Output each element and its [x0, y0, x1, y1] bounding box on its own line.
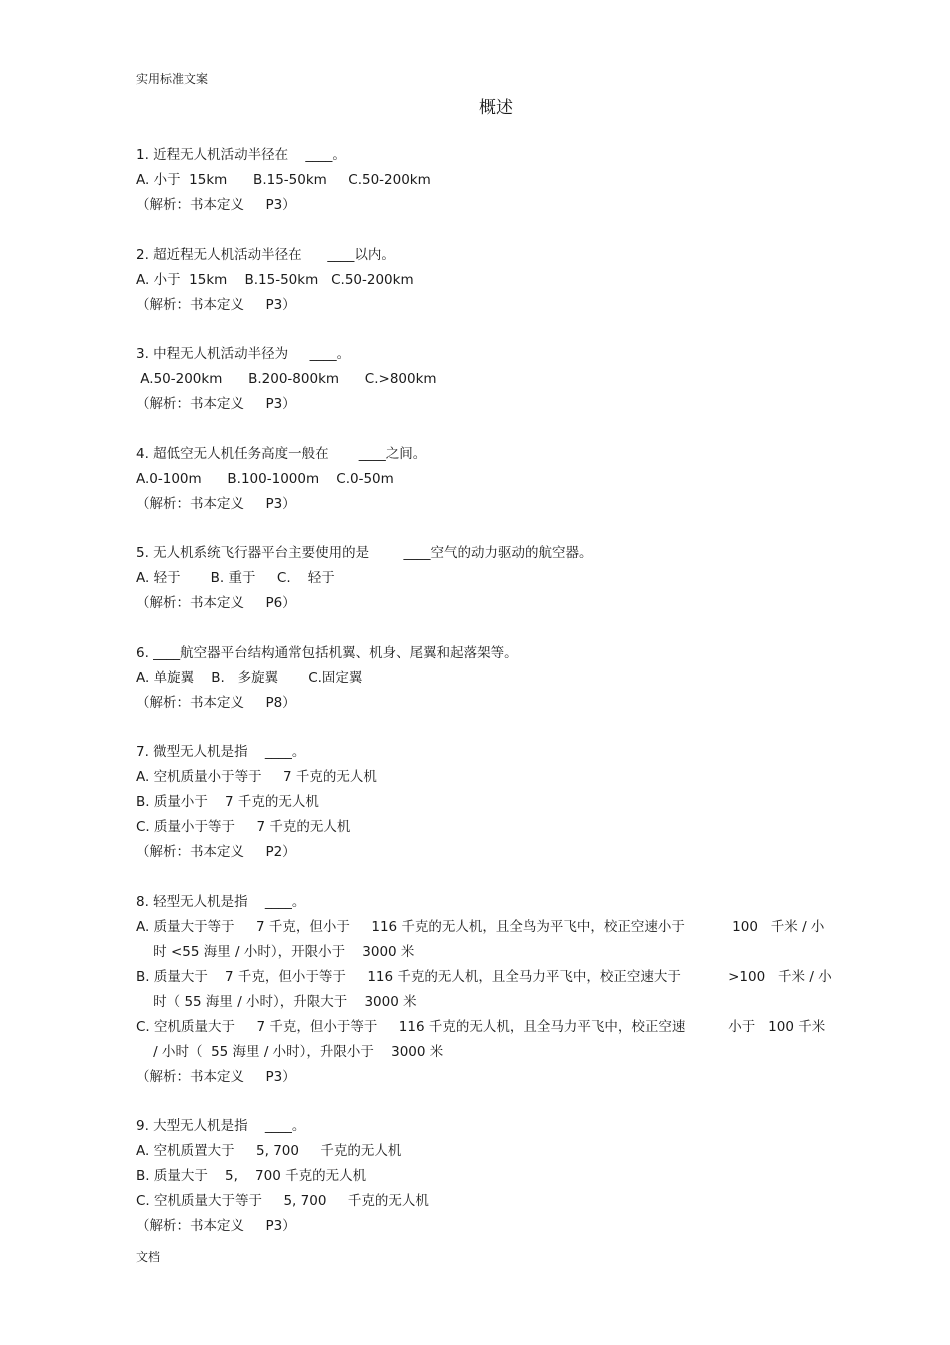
question-options: A.50-200km B.200-800km C.>800km: [136, 371, 437, 387]
question-stem: 3. 中程无人机活动半径为 ____。: [136, 346, 351, 362]
option-b-line-2: 时（ 55 海里 / 小时），升限大于 3000 米: [136, 993, 417, 1010]
question-4: [136, 442, 862, 517]
option-c: C. 空机质量大于等于 5, 700 千克的无人机: [136, 1193, 429, 1209]
question-stem: 1. 近程无人机活动半径在 ____。: [136, 147, 346, 163]
question-6: [136, 641, 862, 716]
option-b: B. 质量小于 7 千克的无人机: [136, 794, 319, 810]
option-a-line-2: 时 <55 海里 / 小时），开限小于 3000 米: [136, 943, 415, 960]
question-note: （解析：书本定义 P3）: [136, 197, 296, 213]
question-options: A. 小于 15km B.15-50km C.50-200km: [136, 172, 431, 188]
question-note: （解析：书本定义 P8）: [136, 694, 296, 711]
question-options: A.0-100m B.100-1000m C.0-50m: [136, 470, 394, 487]
question-list: [136, 143, 862, 1239]
question-5: [136, 541, 862, 616]
option-b-line-1: B. 质量大于 7 千克，但小于等于 116 千克的无人机，且全马力平飞中，校正空速大于 >100 千米 / 小: [136, 968, 832, 985]
question-options: A. 单旋翼 B. 多旋翼 C.固定翼: [136, 669, 363, 686]
question-options: A. 轻于 B. 重于 C. 轻于: [136, 570, 335, 586]
question-note: （解析：书本定义 P3）: [136, 495, 296, 512]
option-c: C. 质量小于等于 7 千克的无人机: [136, 819, 351, 835]
page-footer: 文档: [136, 1250, 161, 1264]
option-a: A. 空机质置大于 5, 700 千克的无人机: [136, 1143, 402, 1159]
question-9: [136, 1114, 862, 1239]
question-2: [136, 243, 862, 318]
question-1: [136, 143, 862, 218]
question-options: A. 小于 15km B.15-50km C.50-200km: [136, 271, 414, 288]
question-stem: 9. 大型无人机是指 ____。: [136, 1118, 306, 1134]
page-header: 实用标准文案: [136, 72, 209, 86]
question-note: （解析：书本定义 P3）: [136, 1218, 296, 1234]
question-8: [136, 890, 862, 1090]
option-c-line-1: C. 空机质量大于 7 千克，但小于等于 116 千克的无人机，且全马力平飞中，校正空速 小于 100 千米: [136, 1018, 826, 1035]
question-stem: 7. 微型无人机是指 ____。: [136, 744, 306, 760]
option-c-line-2: / 小时（ 55 海里 / 小时），升限小于 3000 米: [136, 1043, 444, 1060]
option-a: A. 空机质量小于等于 7 千克的无人机: [136, 769, 377, 785]
question-7: [136, 740, 862, 865]
question-note: （解析：书本定义 P3）: [136, 296, 296, 313]
question-note: （解析：书本定义 P6）: [136, 595, 296, 611]
question-stem: 8. 轻型无人机是指 ____。: [136, 893, 306, 910]
question-note: （解析：书本定义 P3）: [136, 1068, 296, 1085]
option-b: B. 质量大于 5, 700 千克的无人机: [136, 1168, 367, 1184]
page-title: 概述: [479, 98, 513, 118]
question-stem: 6. ____航空器平台结构通常包括机翼、机身、尾翼和起落架等。: [136, 644, 518, 661]
question-3: [136, 342, 862, 417]
question-stem: 4. 超低空无人机任务高度一般在 ____之间。: [136, 445, 427, 462]
question-note: （解析：书本定义 P3）: [136, 396, 296, 412]
question-stem: 2. 超近程无人机活动半径在 ____以内。: [136, 246, 395, 263]
question-stem: 5. 无人机系统飞行器平台主要使用的是 ____空气的动力驱动的航空器。: [136, 545, 593, 561]
question-note: （解析：书本定义 P2）: [136, 844, 296, 860]
option-a-line-1: A. 质量大于等于 7 千克，但小于 116 千克的无人机，且全鸟为平飞中，校正空速小于 100 千米 / 小: [136, 918, 825, 935]
